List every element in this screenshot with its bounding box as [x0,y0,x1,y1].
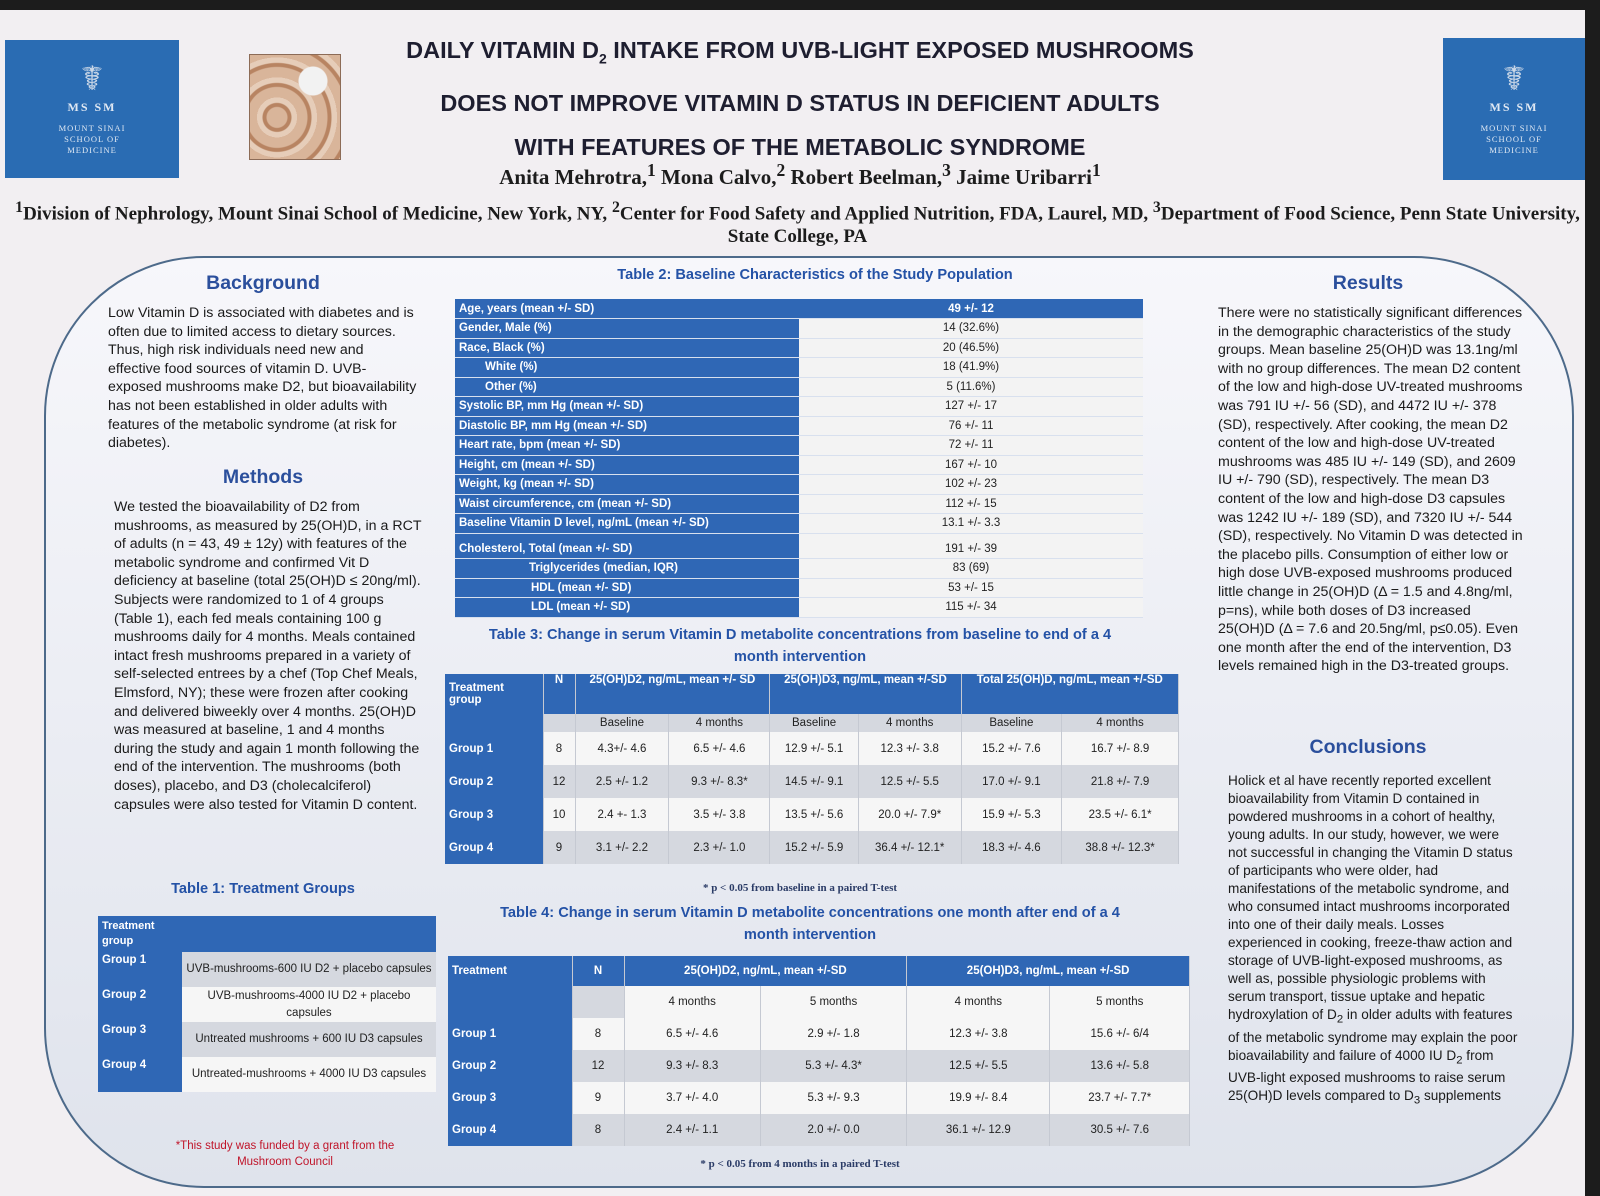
funding-note: *This study was funded by a grant from the Mushroom Council [175,1140,395,1168]
table-row: White (%) 18 (41.9%) [455,358,1143,378]
table-row: Race, Black (%) 20 (46.5%) [455,338,1143,358]
conclusions-text: Holick et al have recently reported excellent bioavailability from Vitamin D contained in powdered mushrooms in a cohort of healthy, young adults. In our study, however, we were not successful in changing the Vitamin D status of participants who were older, had manifestations of the metabolic syndrome, and who consumed intact mushrooms incorporated into one of their daily meals. Losses experienced in cooking, freeze-thaw action and storage of UVB-light-exposed mushrooms, as well as, possible physiologic problems with serum transport, tissue uptake and hepatic hydroxylation of $D_2$ in older adults with features of the metabolic syndrome may explain the poor bioavailability and failure of 4000 IU $D_2$ from UVB-light exposed mushrooms to raise serum 25(OH)D levels compared to $D_3$ supplements [1228,773,1518,1108]
table-row: Triglycerides (median, IQR) 83 (69) [455,559,1143,579]
title-line-1: DAILY VITAMIN $D_2$ INTAKE FROM UVB-LIGHT EXPOSED MUSHROOMS [406,37,1194,67]
logo-short: MS SM [67,100,117,114]
table3-note: * p < 0.05 from baseline in a paired T-test [702,882,898,894]
table-row: Diastolic BP, mm Hg (mean +/- SD) 76 +/- 11 [455,416,1143,436]
table-row: Group 1 8 4.3+/- 4.6 6.5 +/- 4.6 12.9 +/- 5.1 12.3 +/- 3.8 15.2 +/- 7.6 16.7 +/- 8.9 [445,732,1179,765]
table-row: Age, years (mean +/- SD) 49 +/- 12 [455,299,1143,319]
table-row: Gender, Male (%) 14 (32.6%) [455,319,1143,339]
caduceus-icon: ☤ [80,61,104,98]
logo-long: MOUNT SINAI SCHOOL OF MEDICINE [1480,123,1548,155]
title-line-3: WITH FEATURES OF THE METABOLIC SYNDROME [514,133,1086,160]
table-row: Systolic BP, mm Hg (mean +/- SD) 127 +/- 17 [455,397,1143,417]
table-row: 4 months 5 months 4 months 5 months [448,986,1190,1018]
mushroom-photo [249,54,341,160]
poster [0,10,1585,1196]
table4 [448,956,1190,1146]
table-row: Group 4 8 2.4 +/- 1.1 2.0 +/- 0.0 36.1 +/- 12.9 30.5 +/- 7.6 [448,1114,1190,1146]
table-row: LDL (mean +/- SD) 115 +/- 34 [455,598,1143,618]
results-heading: Results [1332,272,1404,294]
caduceus-icon: ☤ [1502,61,1526,98]
table2 [455,299,1143,618]
table-row: Heart rate, bpm (mean +/- SD) 72 +/- 11 [455,436,1143,456]
table-row: HDL (mean +/- SD) 53 +/- 15 [455,578,1143,598]
table-row: Group 3 10 2.4 +- 1.3 3.5 +/- 3.8 13.5 +/- 5.6 20.0 +/- 7.9* 15.9 +/- 5.3 23.5 +/- 6.1* [445,798,1179,831]
logo-short: MS SM [1489,100,1539,114]
table-row: Height, cm (mean +/- SD) 167 +/- 10 [455,455,1143,475]
background-heading: Background [206,272,320,294]
table-row: Baseline 4 months Baseline 4 months Baseline 4 months [445,714,1179,732]
conclusions-heading: Conclusions [1309,736,1427,758]
table-row: Waist circumference, cm (mean +/- SD) 112 +/- 15 [455,494,1143,514]
table2-caption: Table 2: Baseline Characteristics of the Study Population [617,267,1013,283]
table3 [445,674,1179,864]
table-row: Group 2 UVB-mushrooms-4000 IU D2 + placebo capsules [98,987,436,1022]
table-row: Group 3 9 3.7 +/- 4.0 5.3 +/- 9.3 19.9 +/- 8.4 23.7 +/- 7.7* [448,1082,1190,1114]
table-row: Cholesterol, Total (mean +/- SD) 191 +/- 39 [455,539,1143,559]
table3-caption: Table 3: Change in serum Vitamin D metabolite concentrations from baseline to end of a 4 month intervention [488,627,1112,665]
background-text: Low Vitamin D is associated with diabetes and is often due to limited access to dietary sources. Thus, high risk individuals need new and effective food sources of vitamin D. UVB-exposed mushrooms make D2, but bioavailability has not been established in older adults with features of the metabolic syndrome (at risk for diabetes). [108,305,417,452]
table-row: Group 2 12 9.3 +/- 8.3 5.3 +/- 4.3* 12.5 +/- 5.5 13.6 +/- 5.8 [448,1050,1190,1082]
logo-long: MOUNT SINAI SCHOOL OF MEDICINE [58,123,126,155]
table-row: Treatment group [98,916,436,952]
table-row: Group 2 12 2.5 +/- 1.2 9.3 +/- 8.3* 14.5 +/- 9.1 12.5 +/- 5.5 17.0 +/- 9.1 21.8 +/- 7.9 [445,765,1179,798]
results-text: There were no statistically significant differences in the demographic characteristics of the study groups. Mean baseline 25(OH)D was 13.1ng/ml with no group differences. The mean D2 content of the low and high-dose UV-treated mushrooms was 791 IU +/- 56 (SD), and 4472 IU +/- 378 (SD), respectively. After cooking, the mean D2 content of the low and high-dose UV-treated mushrooms was 485 IU +/- 149 (SD), and 2609 IU +/- 790 (SD), respectively. The mean D3 content of the low and high-dose D3 capsules was 1242 IU +/- 189 (SD), and 7320 IU +/- 544 (SD), respectively. No Vitamin D was detected in the placebo pills. Consumption of either low or high dose UVB-exposed mushrooms produced little change in 25(OH)D (Δ = 1.5 and 4.8ng/ml, p=ns), while both doses of D3 increased 25(OH)D (Δ = 7.6 and 20.5ng/ml, p≤0.05). Even one month after the end of the intervention, D3 levels remained high in the D3-treated groups. [1218,305,1523,675]
table1-caption: Table 1: Treatment Groups [171,881,355,897]
poster-title [350,28,1250,169]
methods-heading: Methods [222,466,304,488]
table-row: Group 4 9 3.1 +/- 2.2 2.3 +/- 1.0 15.2 +/- 5.9 36.4 +/- 12.1* 18.3 +/- 4.6 38.8 +/- 12.3* [445,831,1179,864]
table-row: Treatment N 25(OH)D2, ng/mL, mean +/-SD 25(OH)D3, ng/mL, mean +/-SD [448,956,1190,986]
methods-text: We tested the bioavailability of D2 from mushrooms, as measured by 25(OH)D, in a RCT of adults (n = 43, 49 ± 12y) with features of the metabolic syndrome and confirmed Vit D deficiency at baseline (total 25(OH)D ≤ 20ng/ml). Subjects were randomized to 1 of 4 groups (Table 1), each fed meals containing 100 g mushrooms daily for 4 months. Meals contained intact fresh mushrooms prepared in a variety of self-selected entrees by a chef (Top Chef Meals, Elmsford, NY); these were frozen after cooking and delivered biweekly over 4 months. 25(OH)D was measured at baseline, 1 and 4 months during the study and again 1 month following the end of the intervention. The mushrooms (both doses), placebo, and D3 (cholecalciferol) capsules were also tested for Vitamin D content. [114,499,422,813]
logo-right [1443,38,1585,180]
table-row: Group 1 UVB-mushrooms-600 IU D2 + placebo capsules [98,952,436,987]
table-row: Group 4 Untreated-mushrooms + 4000 IU D3 capsules [98,1057,436,1092]
table-row: Group 3 Untreated mushrooms + 600 IU D3 capsules [98,1022,436,1057]
table-row: Treatment group N 25(OH)D2, ng/mL, mean +/- SD 25(OH)D3, ng/mL, mean +/-SD Total 25(OH)D, ng/mL, mean +/-SD [445,674,1179,714]
table4-note: * p < 0.05 from 4 months in a paired T-test [700,1158,900,1170]
logo-left [5,40,179,178]
affiliations: $^1$Division of Nephrology, Mount Sinai School of Medicine, New York, NY, $^2$Center for Food Safety and Applied Nutrition, FDA, Laurel, MD, $^3$Department of Food Science, Penn State University, State College, PA [15,199,1580,248]
authors: Anita Mehrotra,$^1$ Mona Calvo,$^2$ Robert Beelman,$^3$ Jaime Uribarri$^1$ [499,160,1101,189]
table-row: Baseline Vitamin D level, ng/mL (mean +/- SD) 13.1 +/- 3.3 [455,514,1143,534]
table-row: Other (%) 5 (11.6%) [455,377,1143,397]
table-row: Weight, kg (mean +/- SD) 102 +/- 23 [455,475,1143,495]
table1 [98,916,436,1092]
table-row: Group 1 8 6.5 +/- 4.6 2.9 +/- 1.8 12.3 +/- 3.8 15.6 +/- 6/4 [448,1018,1190,1050]
title-line-2: DOES NOT IMPROVE VITAMIN D STATUS IN DEFICIENT ADULTS [440,89,1160,116]
table4-caption: Table 4: Change in serum Vitamin D metabolite concentrations one month after end of a 4 month intervention [500,905,1120,943]
